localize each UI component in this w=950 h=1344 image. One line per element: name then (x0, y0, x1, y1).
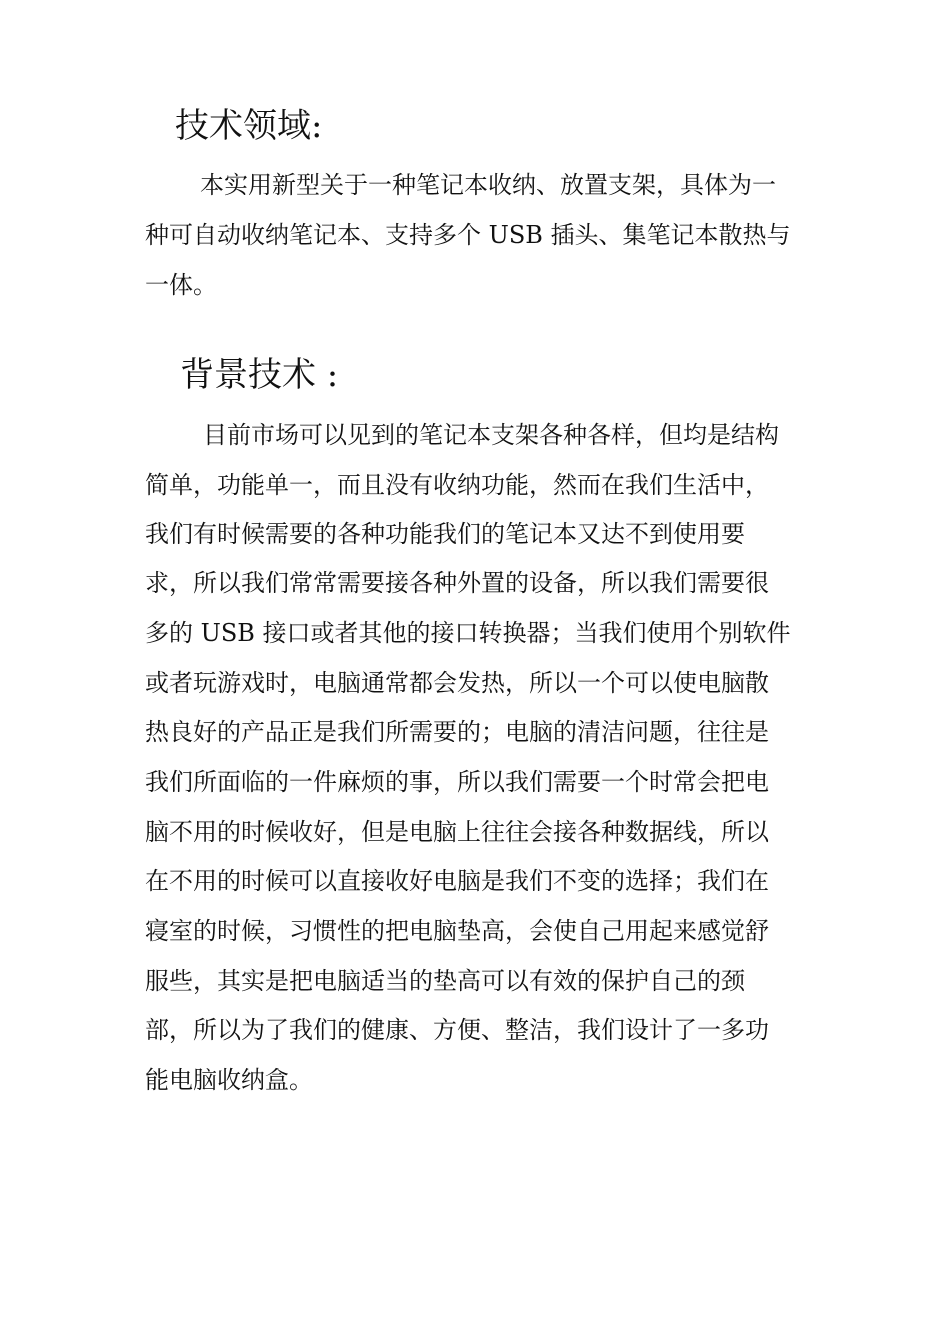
section-heading-background-art: 背景技术 : (180, 355, 339, 395)
paragraph-line: 目前市场可以见到的笔记本支架各种各样，但均是结构 (203, 421, 779, 449)
paragraph-line: 一体。 (145, 271, 217, 299)
paragraph-line: 在不用的时候可以直接收好电脑是我们不变的选择；我们在 (145, 867, 769, 895)
paragraph-line: 脑不用的时候收好，但是电脑上往往会接各种数据线，所以 (145, 818, 769, 846)
paragraph-line: 我们所面临的一件麻烦的事，所以我们需要一个时常会把电 (145, 768, 769, 796)
paragraph-line: 寝室的时候，习惯性的把电脑垫高，会使自己用起来感觉舒 (145, 917, 769, 945)
paragraph-line: 服些，其实是把电脑适当的垫高可以有效的保护自己的颈 (145, 967, 745, 995)
paragraph-line: 求，所以我们常常需要接各种外置的设备，所以我们需要很 (145, 569, 769, 597)
paragraph-line: 部，所以为了我们的健康、方便、整洁，我们设计了一多功 (145, 1016, 769, 1044)
paragraph-line: 我们有时候需要的各种功能我们的笔记本又达不到使用要 (145, 520, 745, 548)
paragraph-line: 热良好的产品正是我们所需要的；电脑的清洁问题，往往是 (145, 718, 769, 746)
section-heading-technical-field: 技术领域: (175, 106, 323, 146)
paragraph-line: 能电脑收纳盒。 (145, 1066, 313, 1094)
paragraph-line: 或者玩游戏时，电脑通常都会发热，所以一个可以使电脑散 (145, 669, 769, 697)
paragraph-line: 本实用新型关于一种笔记本收纳、放置支架，具体为一 (200, 171, 776, 199)
paragraph-line: 简单，功能单一，而且没有收纳功能，然而在我们生活中， (145, 471, 769, 499)
paragraph-line: 多的 USB 接口或者其他的接口转换器；当我们使用个别软件 (145, 619, 791, 647)
paragraph-line: 种可自动收纳笔记本、支持多个 USB 插头、集笔记本散热与 (145, 221, 791, 249)
